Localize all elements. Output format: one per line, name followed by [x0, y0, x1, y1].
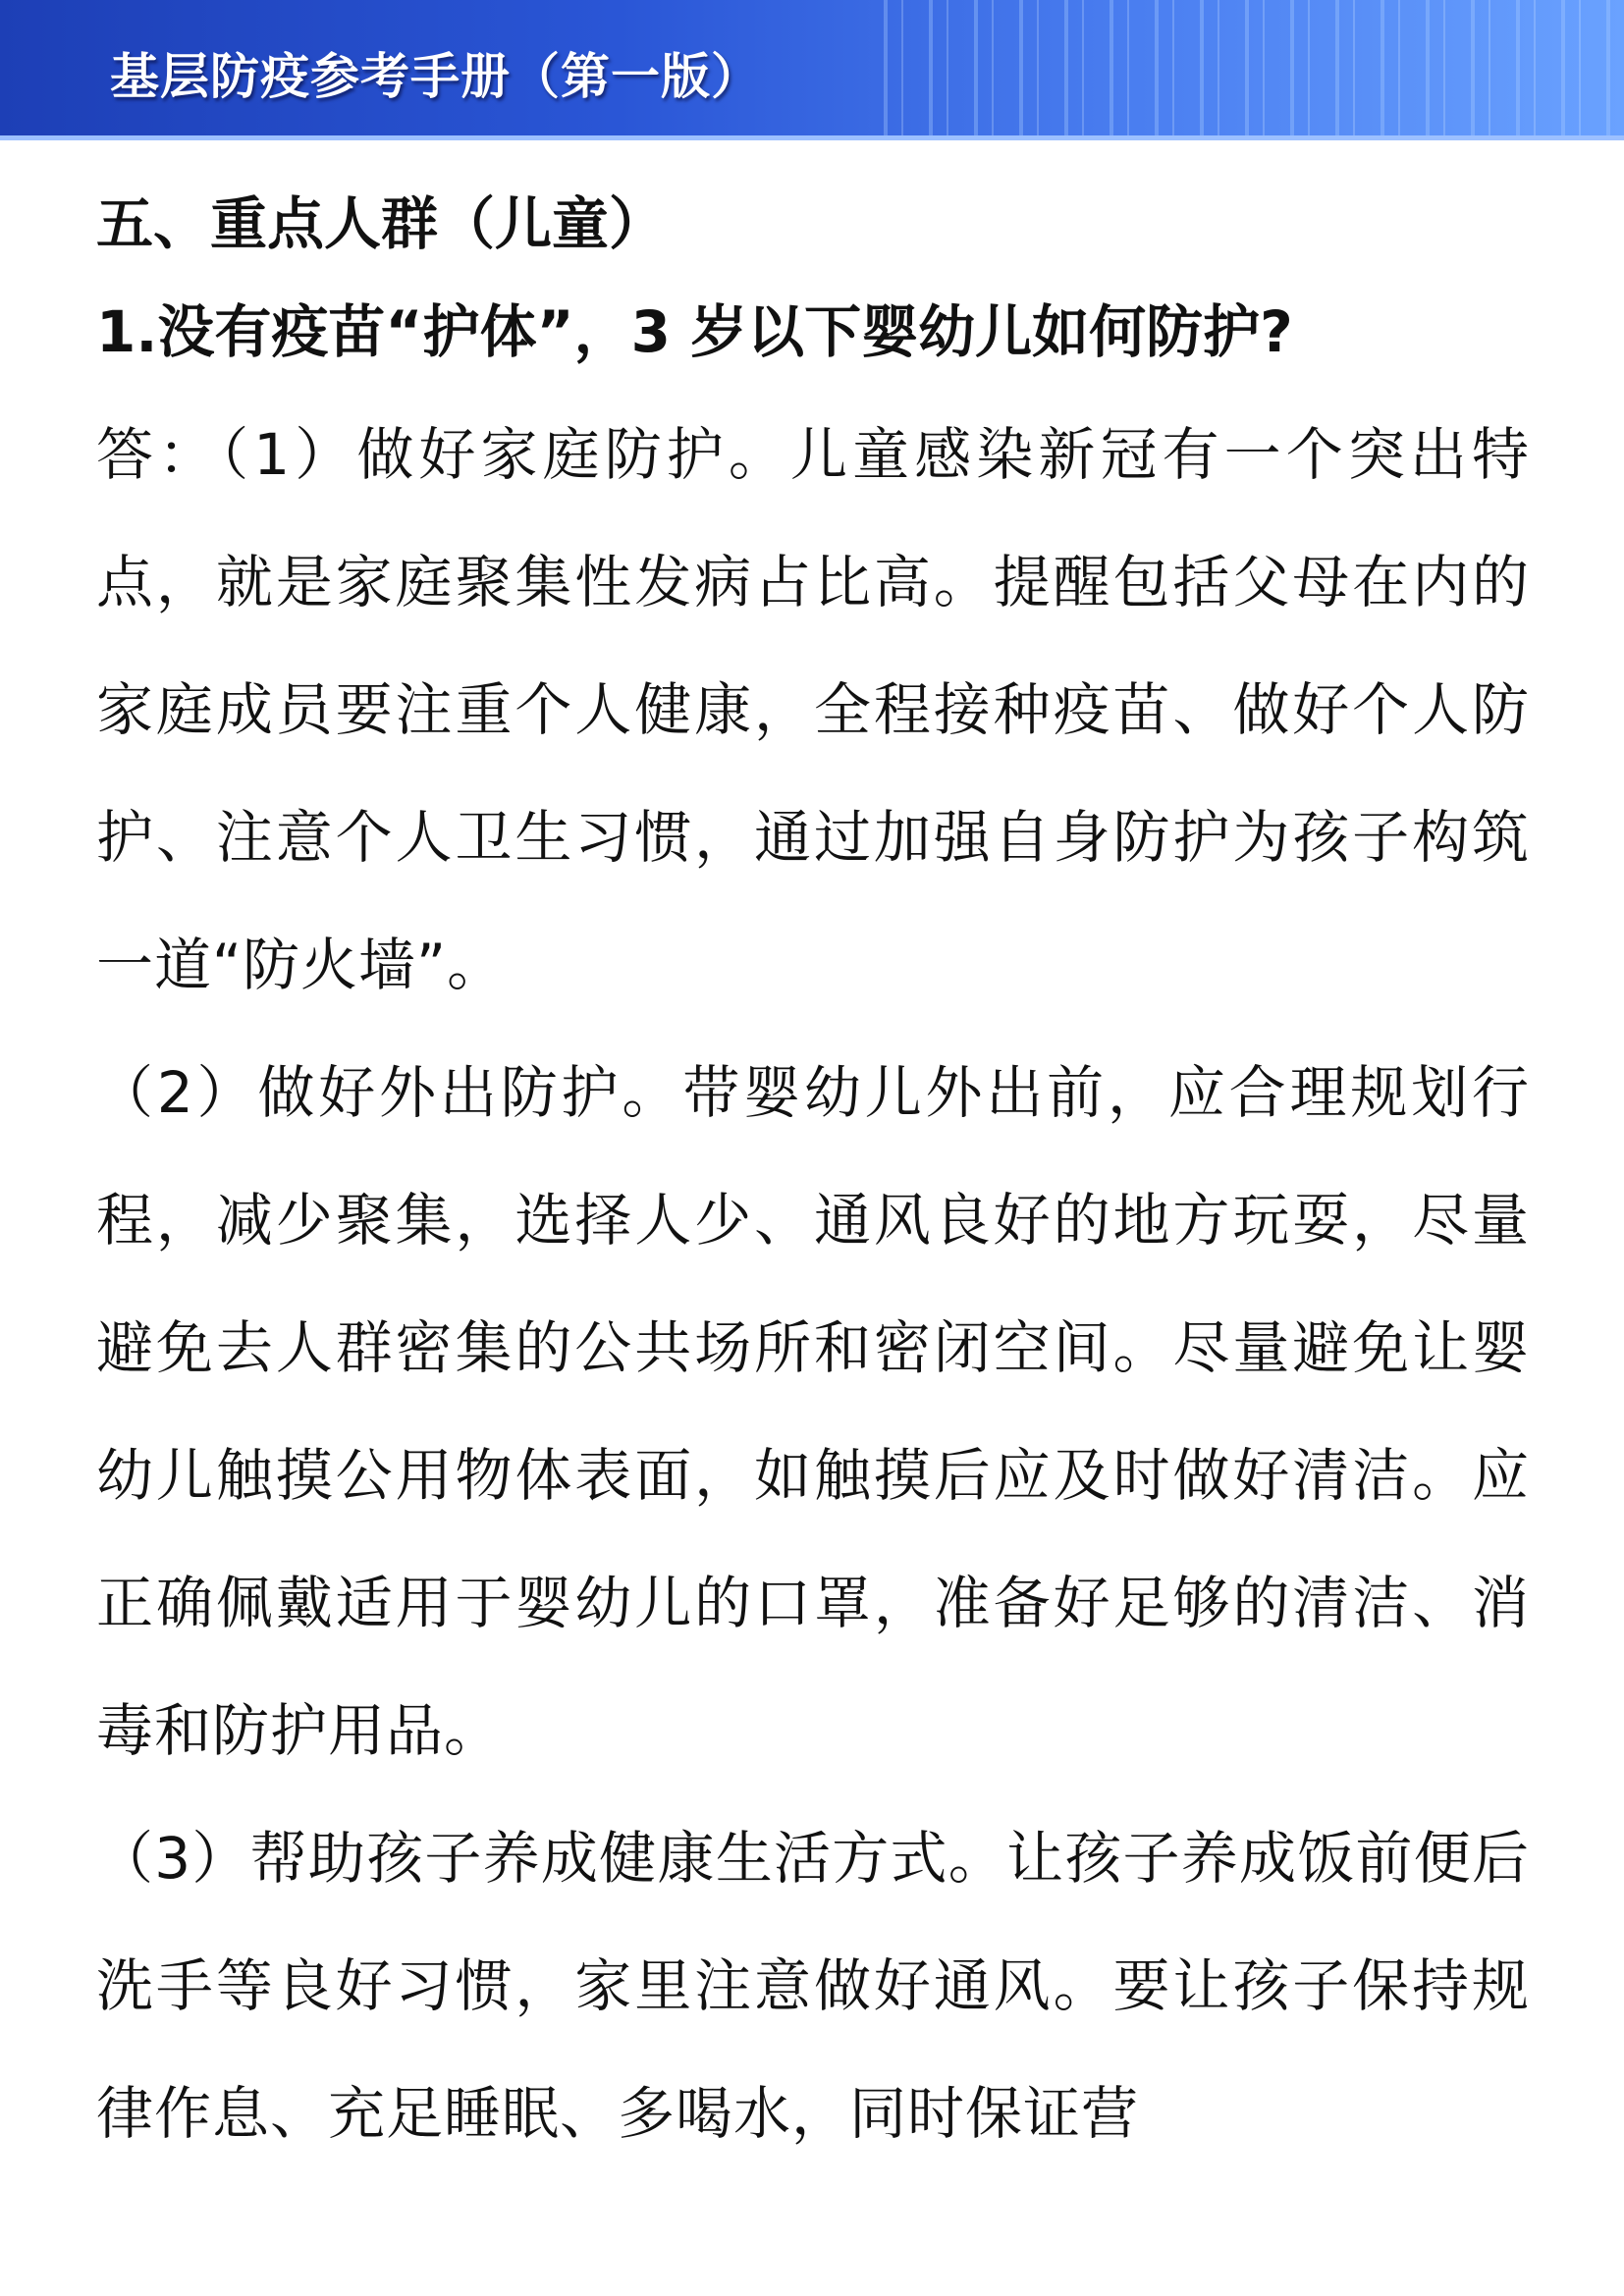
question-title: 1.没有疫苗“护体”，3 岁以下婴幼儿如何防护?: [96, 298, 1293, 365]
header-title: 基层防疫参考手册（第一版）: [110, 48, 761, 105]
answer-paragraph-2: （2）做好外出防护。带婴幼儿外出前，应合理规划行程，减少聚集，选择人少、通风良好的地方玩耍，尽量避免去人群密集的公共场所和密闭空间。尽量避免让婴幼儿触摸公用物体表面，如触摸后应及时做好清洁。应正确佩戴适用于婴幼儿的口罩，准备好足够的清洁、消毒和防护用品。: [96, 1059, 1530, 1764]
header-banner: [0, 0, 1624, 140]
document-body: [96, 175, 1530, 2177]
answer-paragraph-1: 答：（1）做好家庭防护。儿童感染新冠有一个突出特点，就是家庭聚集性发病占比高。提醒包括父母在内的家庭成员要注重个人健康，全程接种疫苗、做好个人防护、注意个人卫生习惯，通过加强自身防护为孩子构筑一道“防火墙”。: [96, 421, 1530, 998]
answer-paragraph-3: （3）帮助孩子养成健康生活方式。让孩子养成饭前便后洗手等良好习惯，家里注意做好通风。要让孩子保持规律作息、充足睡眠、多喝水，同时保证营: [96, 1825, 1530, 2147]
section-title: 五、重点人群（儿童）: [96, 190, 667, 257]
